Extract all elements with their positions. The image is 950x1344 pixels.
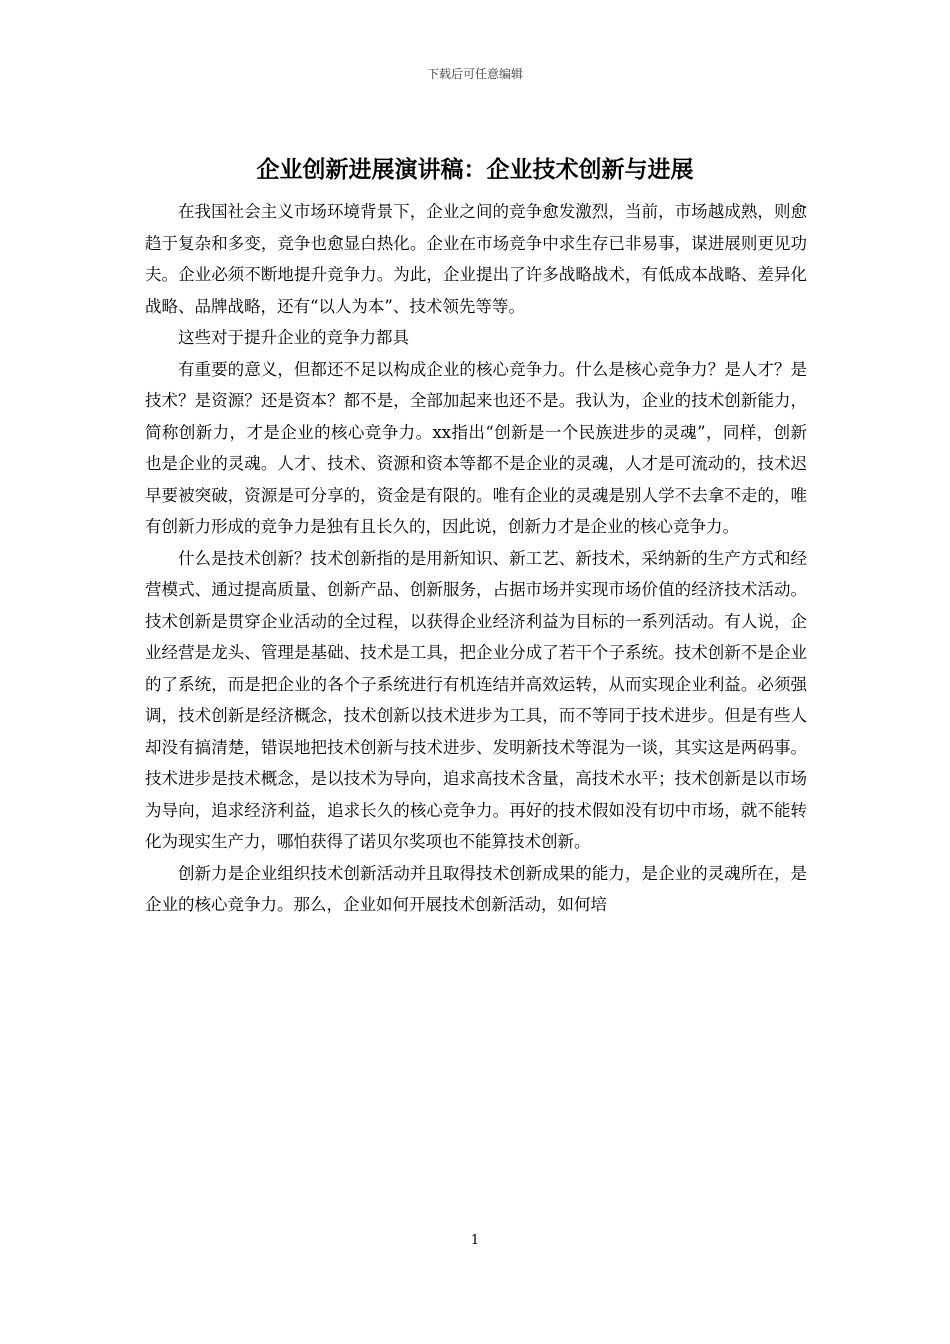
header-note: 下载后可任意编辑 bbox=[426, 67, 523, 81]
paragraph-2: 这些对于提升企业的竞争力都具 bbox=[178, 328, 409, 347]
document-title: 企业创新进展演讲稿：企业技术创新与进展 bbox=[256, 156, 694, 183]
paragraph-5: 创新力是企业组织技术创新活动并且取得技术创新成果的能力，是企业的灵魂所在，是企业的核心竞争力。那么，企业如何开展技术创新活动，如何培 bbox=[145, 863, 807, 914]
paragraph-1: 在我国社会主义市场环境背景下，企业之间的竞争愈发激烈，当前，市场越成熟，则愈趋于复杂和多变，竞争也愈显白热化。企业在市场竞争中求生存已非易事，谋进展则更见功夫。企业必须不断地提升竞争力。为此，企业提出了许多战略战术，有低成本战略、差异化战略、品牌战略，还有“以人为本”、技术领先等等。 bbox=[145, 202, 807, 316]
page-number: 1 bbox=[470, 1233, 480, 1248]
paragraph-4: 什么是技术创新？技术创新指的是用新知识、新工艺、新技术，采纳新的生产方式和经营模式、通过提高质量、创新产品、创新服务，占据市场并实现市场价值的经济技术活动。技术创新是贯穿企业活动的全过程，以获得企业经济利益为目标的一系列活动。有人说，企业经营是龙头、管理是基础、技术是工具，把企业分成了若干个子系统。技术创新不是企业的了系统，而是把企业的各个子系统进行有机连结并高效运转，从而实现企业利益。必须强调，技术创新是经济概念，技术创新以技术进步为工具，而不等同于技术进步。但是有些人却没有搞清楚，错误地把技术创新与技术进步、发明新技术等混为一谈，其实这是两码事。技术进步是技术概念，是以技术为导向，追求高技术含量，高技术水平；技术创新是以市场为导向，追求经济利益，追求长久的核心竞争力。再好的技术假如没有切中市场，就不能转化为现实生产力，哪怕获得了诺贝尔奖项也不能算技术创新。 bbox=[145, 548, 807, 851]
document-body bbox=[145, 196, 807, 921]
paragraph-3: 有重要的意义，但都还不足以构成企业的核心竞争力。什么是核心竞争力？是人才？是技术？是资源？还是资本？都不是，全部加起来也还不是。我认为，企业的技术创新能力，简称创新力，才是企业的核心竞争力。xx指出“创新是一个民族进步的灵魂”，同样，创新也是企业的灵魂。人才、技术、资源和资本等都不是企业的灵魂，人才是可流动的，技术迟早要被突破，资源是可分享的，资金是有限的。唯有企业的灵魂是别人学不去拿不走的，唯有创新力形成的竞争力是独有且长久的，因此说，创新力才是企业的核心竞争力。 bbox=[145, 359, 807, 536]
